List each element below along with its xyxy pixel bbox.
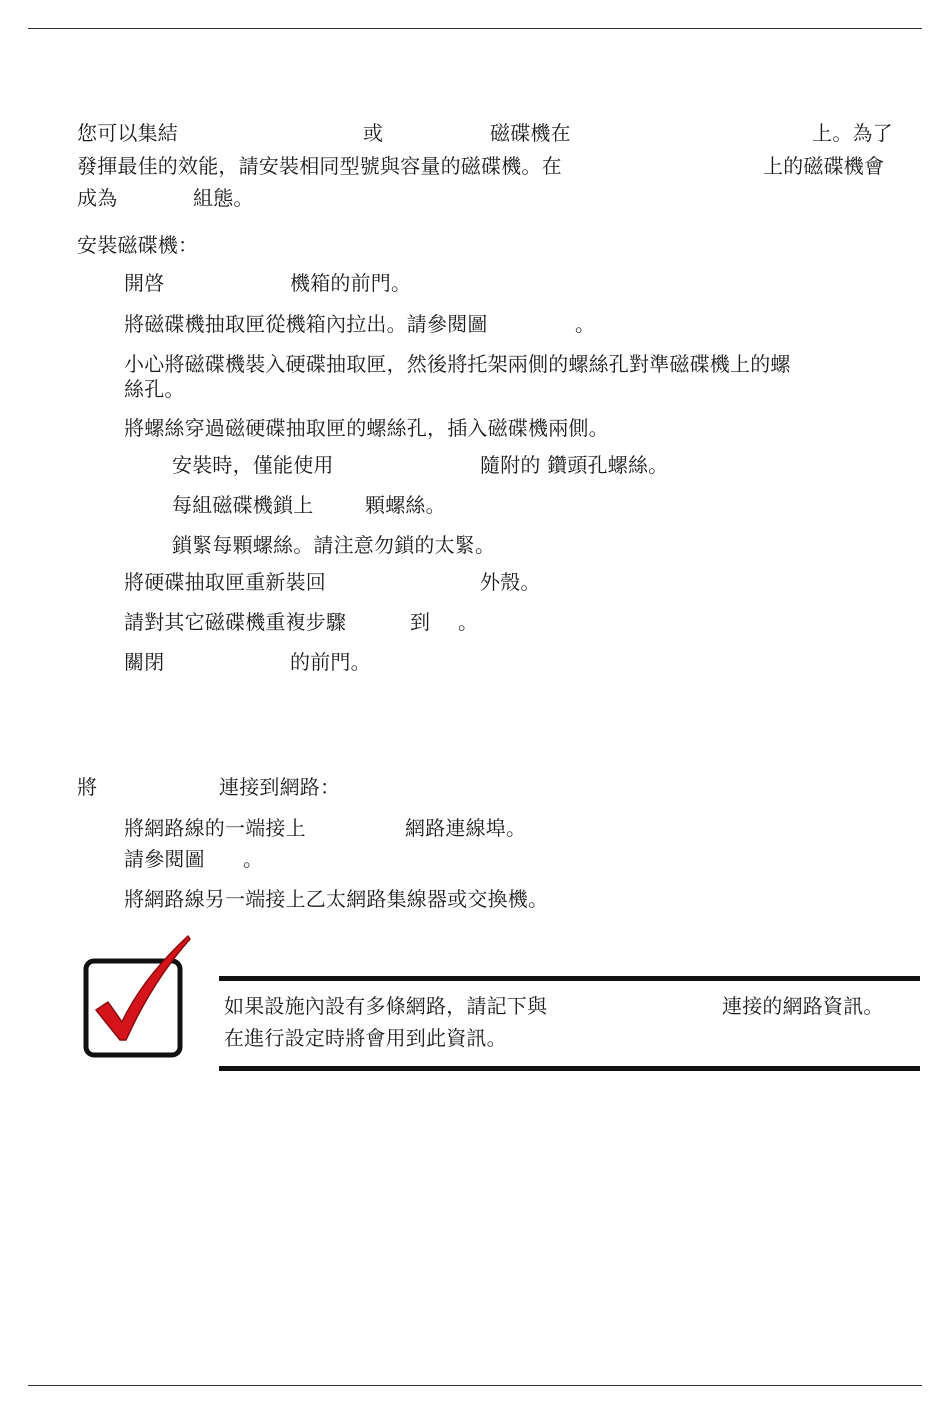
install-step: 。 [575, 312, 596, 336]
install-step: 開啓 [124, 271, 165, 295]
section-heading-network: 將 [77, 775, 98, 799]
install-substep: 安裝時，僅能使用 [172, 453, 334, 477]
note-rule-top [219, 976, 920, 981]
network-step: 請參閱圖 [124, 847, 205, 871]
checkmark-icon [84, 958, 180, 1054]
install-step: 將磁碟機抽取匣從機箱內拉出。請參閱圖 [124, 312, 488, 336]
intro-text: 發揮最佳的效能，請安裝相同型號與容量的磁碟機。在 [77, 154, 562, 178]
install-step: 機箱的前門。 [290, 271, 412, 295]
install-substep: 隨附的 鑽頭孔螺絲。 [480, 453, 669, 477]
install-step: 到 [410, 610, 431, 634]
install-step: 將硬碟抽取匣重新裝回 [124, 570, 326, 594]
install-step: 將螺絲穿過磁硬碟抽取匣的螺絲孔，插入磁碟機兩側。 [124, 416, 609, 440]
install-substep: 每組磁碟機鎖上 [172, 493, 314, 517]
install-substep: 鎖緊每顆螺絲。請注意勿鎖的太緊。 [172, 533, 496, 557]
network-step: 將網路線另一端接上乙太網路集線器或交換機。 [124, 887, 549, 911]
network-step: 將網路線的一端接上 [124, 816, 306, 840]
install-step: 。 [458, 610, 479, 634]
intro-text: 組態。 [193, 186, 254, 210]
note-rule-bottom [219, 1066, 920, 1071]
intro-text: 成為 [77, 186, 118, 210]
note-text: 連接的網路資訊。 [722, 994, 884, 1018]
intro-text: 上的磁碟機會 [763, 154, 885, 178]
header-rule [28, 28, 922, 29]
intro-text: 上。為了 [812, 121, 893, 145]
intro-text: 您可以集結 [77, 121, 178, 145]
install-step: 絲孔。 [124, 377, 185, 401]
network-step: 網路連線埠。 [405, 816, 527, 840]
intro-text: 或 [363, 121, 384, 145]
install-step: 小心將磁碟機裝入硬碟抽取匣，然後將托架兩側的螺絲孔對準磁碟機上的螺 [124, 352, 791, 376]
note-text: 在進行設定時將會用到此資訊。 [224, 1026, 507, 1050]
section-heading-network: 連接到網路： [219, 775, 341, 799]
footer-rule [28, 1385, 922, 1386]
network-step: 。 [243, 847, 264, 871]
note-text: 如果設施內設有多條網路，請記下與 [224, 994, 548, 1018]
install-substep: 顆螺絲。 [365, 493, 446, 517]
install-step: 請對其它磁碟機重複步驟 [124, 610, 347, 634]
section-heading-install: 安裝磁碟機： [77, 233, 199, 257]
install-step: 外殼。 [480, 570, 541, 594]
install-step: 的前門。 [290, 650, 371, 674]
intro-text: 磁碟機在 [490, 121, 571, 145]
install-step: 關閉 [124, 650, 165, 674]
